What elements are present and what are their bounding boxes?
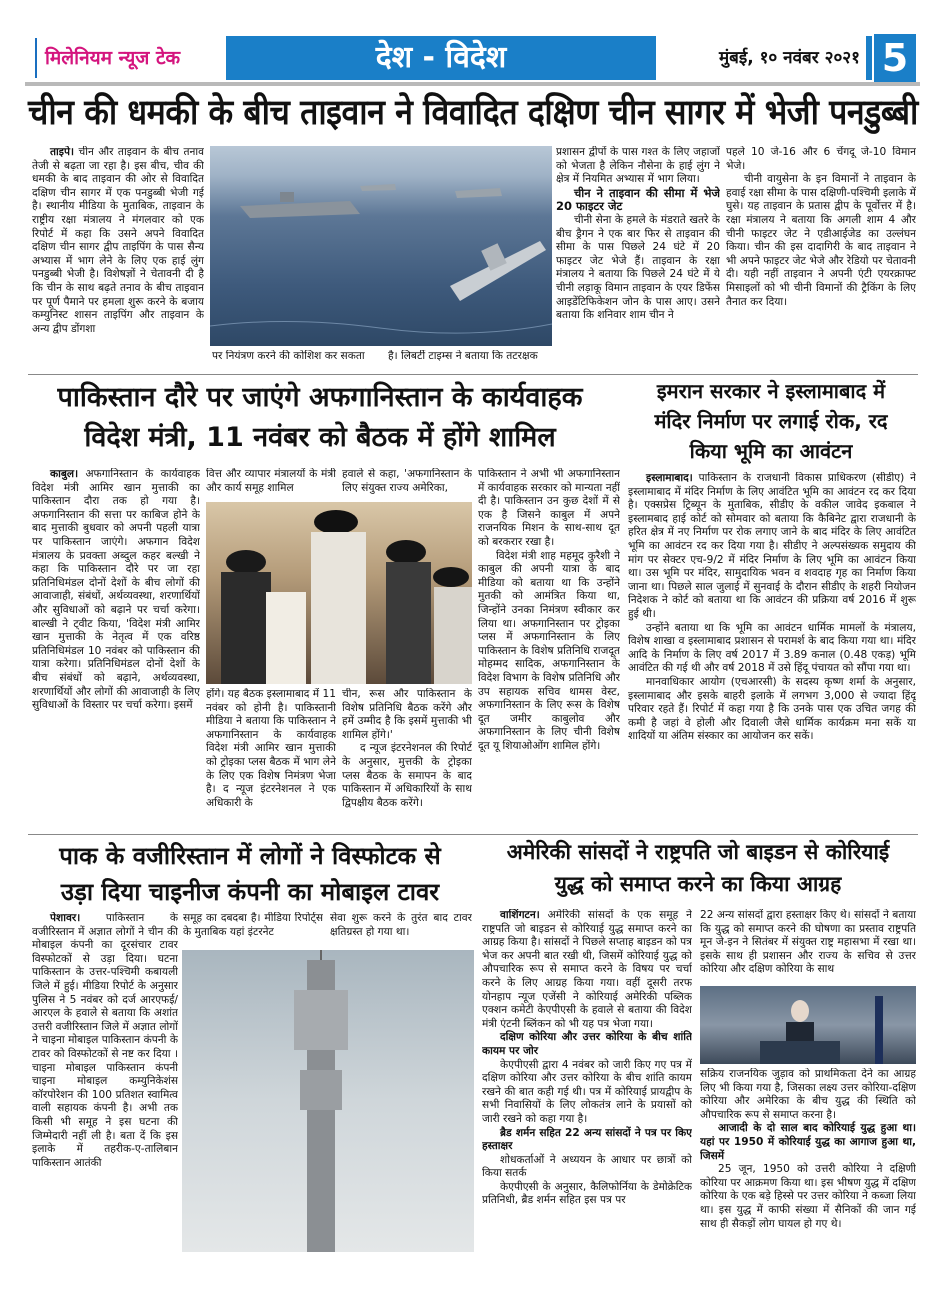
under-photo-text-a: पर नियंत्रण करने की कोशिश कर सकता [212, 350, 365, 362]
headline-korea: अमेरिकी सांसदों ने राष्ट्रपति जो बाइडन से कोरियाई युद्ध को समाप्त करने का किया आग्रह [506, 840, 890, 896]
dateline: इस्लामाबाद। [646, 472, 693, 484]
section-title: देश - विदेश [226, 36, 656, 80]
article-taiwan-col4: पहले 10 जे-16 और 6 चेंगदू जे-10 विमान भेजे। चीनी वायुसेना के इन विमानों ने ताइवान के हवाई रक्षा सीमा के पास दक्षिणी-पश्चिमी इलाके में घुसे। यह ताइवान के प्रतास द्वीप के पूर्वोत्तर में है। रक्षा मंत्रालय ने बताया कि अगली शाम 4 और चीनी फाइटर जेट ने एडीआईजेड का उल्लंघन किया। चीन की इस दादागिरी के बाद ताइवान ने भी अपने फाइटर जेट भेजे और रेडियो पर चेतावनी दी। यही नहीं ताइवान ने अपनी एंटी एयरक्राफ्ट मिसाइलों को भी चीनी विमानों की ट्रैकिंग के लिए तैनात कर दिया। [726, 146, 916, 308]
photo-biden [700, 986, 916, 1064]
article-temple-body: इस्लामाबाद। पाकिस्तान के राजधानी विकास प्राधिकरण (सीडीए) ने इस्लामाबाद में मंदिर निर्माण के लिए आवंटित भूमि का आवंटन रद कर दिया है। एक्सप्रेस ट्रिब्यून के मुताबिक, सीडीए के वकील जावेद इकबाल ने इस्लामबाद हाई कोर्ट को सोमवार को बताया कि कैबिनेट द्वारा राजधानी के हरित क्षेत्र में नए निर्माण पर रोक लगाए जाने के बाद मंदिर के लिए आवंटित भूमि का आवंटन रद कर दिया गया है। सीडीए ने अल्पसंख्यक समुदाय की मांग पर सेक्टर एच-9/2 में मंदिर निर्माण के लिए भूमि का आवंटन किया था। उस भूमि पर मंदिर, सामुदायिक भवन व शवदाह गृह का निर्माण किया जाना था। पिछले साल जुलाई में सुनवाई के दौरान सीडीए के शहरी नियोजन निदेशक ने कोर्ट को बताया था कि आवंटन की प्रक्रिया वर्ष 2016 में शुरू हुई थी। उन्होंने बताया था कि भूमि का आवंटन धार्मिक मामलों के मंत्रालय, विशेष शाखा व इस्लामाबाद प्रशासन से परामर्श के बाद किया गया था। मंदिर आदि के निर्माण के लिए वर्ष 2017 में 3.89 कनाल (0.48 एकड़) भूमि आवंटित की गई थी और वर्ष 2018 में उसे हिंदू पंचायत को सौंपा गया था। मानवाधिकार आयोग (एचआरसी) के सदस्य कृष्ण शर्मा के अनुसार, इस्लामाबाद और इसके बाहरी इलाके में लगभग 3,000 से ज्यादा हिंदू परिवार रहते हैं। रिपोर्ट में कहा गया है कि उनके पास एक उचित जगह की कमी है जहां वे होली और दिवाली जैसे धार्मिक कार्यक्रम मना सकें या शादियों या अंतिम संस्कार का आयोजन कर सकें। [628, 472, 916, 743]
subheading: दक्षिण कोरिया और उत्तर कोरिया के बीच शांति कायम पर जोर [482, 1031, 692, 1057]
body-text: चीन और ताइवान के बीच तनाव तेजी से बढ़ता जा रहा है। इस बीच, चीव की धमकी के बाद ताइवान की ओर से विवादित दक्षिण चीन सागर में एक पनडुब्बी भेजी गई है। स्थानीय मीडिया के मुताबिक, ताइवान के राष्ट्रीय रक्षा मंत्रालय ने मंगलवार को एक रिपोर्ट में कहा कि उसने अपने विवादित दक्षिण चीन सागर द्वीप ताइपिंग के पास सैन्य अभ्यास में भाग लेने के लिए एक हाई लुंग पनडुब्बी भेजी है। विशेषज्ञों ने चेतावनी दी है कि चीन के साथ बढ़ते तनाव के बीच ताइवान पर पूर्ण पैमाने पर हमला शुरू करने के बजाय कम्युनिस्ट शासन ताइपिंग और ताइवान के अन्य द्वीप डोंगशा [32, 146, 204, 335]
page-number: 5 [874, 34, 916, 82]
newspaper-logo: मिलेनियम न्यूज टेक [35, 38, 220, 78]
photo-afghan-delegation [206, 502, 472, 684]
photo-mobile-tower [182, 950, 474, 1252]
headline-tower: पाक के वजीरिस्तान में लोगों ने विस्फोटक से उड़ा दिया चाइनीज कंपनी का मोबाइल टावर [59, 842, 441, 906]
subheading: चीन ने ताइवान की सीमा में भेजे 20 फाइटर जेट [556, 185, 720, 214]
photo-warships [210, 146, 552, 346]
headline-temple: इमरान सरकार ने इस्लामाबाद में मंदिर निर्माण पर लगाई रोक, रद किया भूमि का आवंटन [654, 379, 888, 463]
article-korea-col2-top: 22 अन्य सांसदों द्वारा हस्ताक्षर किए थे। सांसदों ने बताया कि युद्ध को समाप्त करने की घोषणा का प्रस्ताव राष्ट्रपति मून जे-इन ने सितंबर में संयुक्त राष्ट्र महासभा में रखा था। इसके साथ ही प्रशासन और राज्य के सचिव से उत्तर कोरिया और दक्षिण कोरिया के साथ [700, 909, 916, 976]
headline-taiwan: चीन की धमकी के बीच ताइवान ने विवादित दक्षिण चीन सागर में भेजी पनडुब्बी [27, 93, 918, 133]
warships-illustration [210, 146, 552, 346]
tower-illustration [182, 950, 474, 1252]
page-number-bar [866, 36, 872, 80]
article-afghan-col2-top: वित्त और व्यापार मंत्रालयों के मंत्री और कार्य समूह शामिल [206, 468, 336, 494]
article-tower-col2-top: समूह का दबदबा है। मीडिया रिपोर्ट्स के मुताबिक यहां इंटरनेट [183, 912, 323, 938]
article-afghan-col4: पाकिस्तान ने अभी भी अफगानिस्तान में कार्यवाहक सरकार को मान्यता नहीं दी है। पाकिस्तान उन कुछ देशों में से एक है जिसने काबुल में अपने राजनयिक मिशन के साथ-साथ दूत को बरकरार रखा है। विदेश मंत्री शाह महमूद कुरैशी ने काबुल की अपनी यात्रा के बाद मीडिया को बताया था कि उन्होंने मुतकी को आमंत्रित किया था, जिन्होंने उनका निमंत्रण स्वीकार कर लिया था। अफगानिस्तान पर ट्रोइका प्लस में अफगानिस्तान के लिए पाकिस्तान के विशेष प्रतिनिधि राजदूत मोहम्मद सादिक, अफगानिस्तान के विदेश विभाग के विशेष प्रतिनिधि और उप सहायक सचिव थामस वेस्ट, अफगानिस्तान के लिए रूस के विशेष दूत जमीर काबुलोव और अफगानिस्तान के लिए चीनी विशेष दूत यू शियाओओंग शामिल होंगे। [478, 468, 620, 752]
subheading: आजादी के दो साल बाद कोरियाई युद्ध हुआ था। यहां पर 1950 में कोरियाई युद्ध का आगाज हुआ था, जिसमें [700, 1122, 916, 1162]
article-taiwan-col3: प्रशासन द्वीपों के पास गश्त के लिए जहाजों को भेजता है लेकिन नौसेना के हाई लुंग ने क्षेत्र में नियमित अभ्यास में भाग लिया। चीन ने ताइवान की सीमा में भेजे 20 फाइटर जेट चीनी सेना के हमले के मंडराते खतरे के बीच ड्रैगन ने एक बार फिर से ताइवान की सीमा के पास पिछले 24 घंटे में 20 फाइटर जेट भेजे हैं। ताइवान के रक्षा मंत्रालय ने बताया कि पिछले 24 घंटे में ये चीनी लड़ाकू विमान ताइवान के एयर डिफेंस आइडेंटिफिकेशन जोन के पास आए। उसने बताया कि शनिवार शाम चीन ने [556, 146, 720, 322]
header-rule [25, 82, 920, 86]
biden-illustration [700, 986, 916, 1064]
divider [28, 374, 918, 375]
under-photo-text-b: है। लिबर्टी टाइम्स ने बताया कि तटरक्षक [388, 350, 538, 362]
article-afghan-col3-top: हवाले से कहा, 'अफगानिस्तान के लिए संयुक्त राज्य अमेरिका, [342, 468, 472, 494]
article-tower-col3-top: सेवा शुरू करने के तुरंत बाद टावर क्षतिग्रस्त हो गया था। [330, 912, 472, 938]
headline-taiwan-wrapper [28, 88, 918, 140]
dateline: काबुल। [50, 468, 79, 480]
article-afghan-col3-bottom: चीन, रूस और पाकिस्तान के विशेष प्रतिनिधि बैठक करेंगे और हमें उम्मीद है कि इसमें मुत्ताकी भी शामिल होंगे।' द न्यूज इंटरनेशनल की रिपोर्ट के अनुसार, मुत्तकी के ट्रोइका प्लस बैठक के समापन के बाद पाकिस्तान में अधिकारियों के साथ द्विपक्षीय बैठक करेंगे। [342, 688, 472, 809]
article-korea-col1: वाशिंगटन। अमेरिकी सांसदों के एक समूह ने राष्ट्रपति जो बाइडन से कोरियाई युद्ध समाप्त करने का आग्रह किया है। सांसदों ने पिछले सप्ताह बाइडन को पत्र भेज कर अपनी बात रखी थी, जिसमें कोरियाई युद्ध को औपचारिक रूप से समाप्त करने के विषय पर चर्चा करने के लिए आग्रह किया गया। वहीं दूसरी तरफ योनहाप न्यूज एजेंसी ने कोरियाई अमेरिकी पब्लिक एक्शन कमेटी केएपीएसी के हवाले से बताया की विदेश मंत्री एंटनी ब्लिंकन को भी यह पत्र भेजा गया। दक्षिण कोरिया और उत्तर कोरिया के बीच शांति कायम पर जोर केएपीएसी द्वारा 4 नवंबर को जारी किए गए पत्र में दक्षिण कोरिया और उत्तर कोरिया के बीच शांति कायम रखने की बात कही गई थी। पत्र में कोरियाई प्रायद्वीप के सभी निवासियों के लिए लोकतंत्र लाने के प्रयासों को जारी रखने को कहा गया है। ब्रैड शर्मन सहित 22 अन्य सांसदों ने पत्र पर किए हस्ताक्षर शोधकर्ताओं ने अध्ययन के आधार पर छात्रों को किया सतर्क केएपीएसी के अनुसार, कैलिफोर्निया के डेमोक्रेटिक प्रतिनिधी, ब्रैड शर्मन सहित इस पत्र पर [482, 909, 692, 1207]
dateline: वाशिंगटन। [500, 909, 540, 921]
article-tower-col1: पेशावर। पाकिस्तान के वजीरिस्तान में अज्ञात लोगों ने चीन की मोबाइल कंपनी का दूरसंचार टावर विस्फोटकों से उड़ा दिया। घटना पाकिस्तान के उत्तर-पश्चिमी कबायली जिले में हुई। मीडिया रिपोर्ट के अनुसार पुलिस ने 5 नवंबर को दर्ज आरएफई/आरएल के हवाले से बताया कि अशांत उत्तरी वजीरिस्तान जिले में अज्ञात लोगों ने चाइना मोबाइल पाकिस्तान कंपनी के टावर को विस्फोटकों से नष्ट कर दिया । चाइना मोबाइल पाकिस्तान कंपनी चाइना मोबाइल कम्युनिकेशंस कॉरपोरेशन की 100 प्रतिशत स्वामित्व वाली सहायक कंपनी है। अभी तक किसी भी समूह ने इस घटना की जिम्मेदारी नहीं ली है। बता दें कि इस इलाके में तहरीक-ए-तालिबान पाकिस्तान आतंकी [32, 912, 178, 1169]
article-taiwan-col1 [32, 146, 204, 368]
delegation-illustration [206, 502, 472, 684]
subheading: ब्रैड शर्मन सहित 22 अन्य सांसदों ने पत्र पर किए हस्ताक्षर [482, 1126, 692, 1153]
dateline: ताइपे। [50, 146, 75, 158]
article-afghan-col2-bottom: होंगे। यह बैठक इस्लामाबाद में 11 नवंबर को होनी है। पाकिस्तानी मीडिया ने बताया कि पाकिस्तान ने अफगानिस्तान के कार्यवाहक विदेश मंत्री आमिर खान मुत्ताकी को ट्रोइका प्लस बैठक में भाग लेने के लिए एक विशेष निमंत्रण भेजा है। द न्यूज इंटरनेशनल ने एक अधिकारी के [206, 688, 336, 809]
article-afghan-col1: काबुल। अफगानिस्तान के कार्यवाहक विदेश मंत्री आमिर खान मुत्ताकी का पाकिस्तान दौरा तक हो गया है। अफगानिस्तान की सत्ता पर काबिज होने के बाद मुत्ताकी बुधवार को अपनी पहली यात्रा पर पाकिस्तान जाएंगे। अफगान विदेश मंत्रालय के प्रवक्ता अब्दुल कहर बल्खी ने कहा कि पाकिस्तान दौरे पर जा रहा प्रतिनिधिमंडल दोनों देशों के बीच लोगों की आवाजाही, संबंधों, अर्थव्यवस्था, शरणार्थियों और सुविधाओं को बढ़ाने पर चर्चा करेगा। बाल्खी ने ट्वीट किया, 'विदेश मंत्री आमिर खान मुत्ताकी के नेतृत्व में एक वरिष्ठ प्रतिनिधिमंडल 10 नवंबर को पाकिस्तान की यात्रा करेगा। प्रतिनिधिमंडल दोनों देशों के बीच संबंधों को बढ़ाने, अर्थव्यवस्था, शरणार्थियों और लोगों की आवाजाही के लिए सुविधाओं के विस्तार पर चर्चा करेगा। इसमें [32, 468, 200, 712]
article-korea-col2-bottom: सक्रिय राजनयिक जुड़ाव को प्राथमिकता देने का आग्रह लिए भी किया गया है, जिसका लक्ष्य उत्तर कोरिया-दक्षिण कोरिया और अमेरिका के बीच युद्ध की स्थिति को औपचारिक रूप से समाप्त करना है। आजादी के दो साल बाद कोरियाई युद्ध हुआ था। यहां पर 1950 में कोरियाई युद्ध का आगाज हुआ था, जिसमें 25 जून, 1950 को उत्तरी कोरिया ने दक्षिणी कोरिया पर आक्रमण किया था। इस भीषण युद्ध में दक्षिण कोरिया के एक बड़े हिस्से पर उत्तर कोरिया ने कब्जा लिया था। इस युद्ध में काफी संख्या में सैनिकों की जान गई साथ ही सैकड़ों लोग घायल हो गए थे। [700, 1068, 916, 1230]
divider [28, 834, 918, 835]
issue-date: मुंबई, १० नवंबर २०२१ [718, 48, 860, 68]
dateline: पेशावर। [50, 912, 81, 924]
headline-afghanistan: पाकिस्तान दौरे पर जाएंगे अफगानिस्तान के कार्यवाहक विदेश मंत्री, 11 नवंबर को बैठक में होंगे शामिल [57, 382, 583, 453]
